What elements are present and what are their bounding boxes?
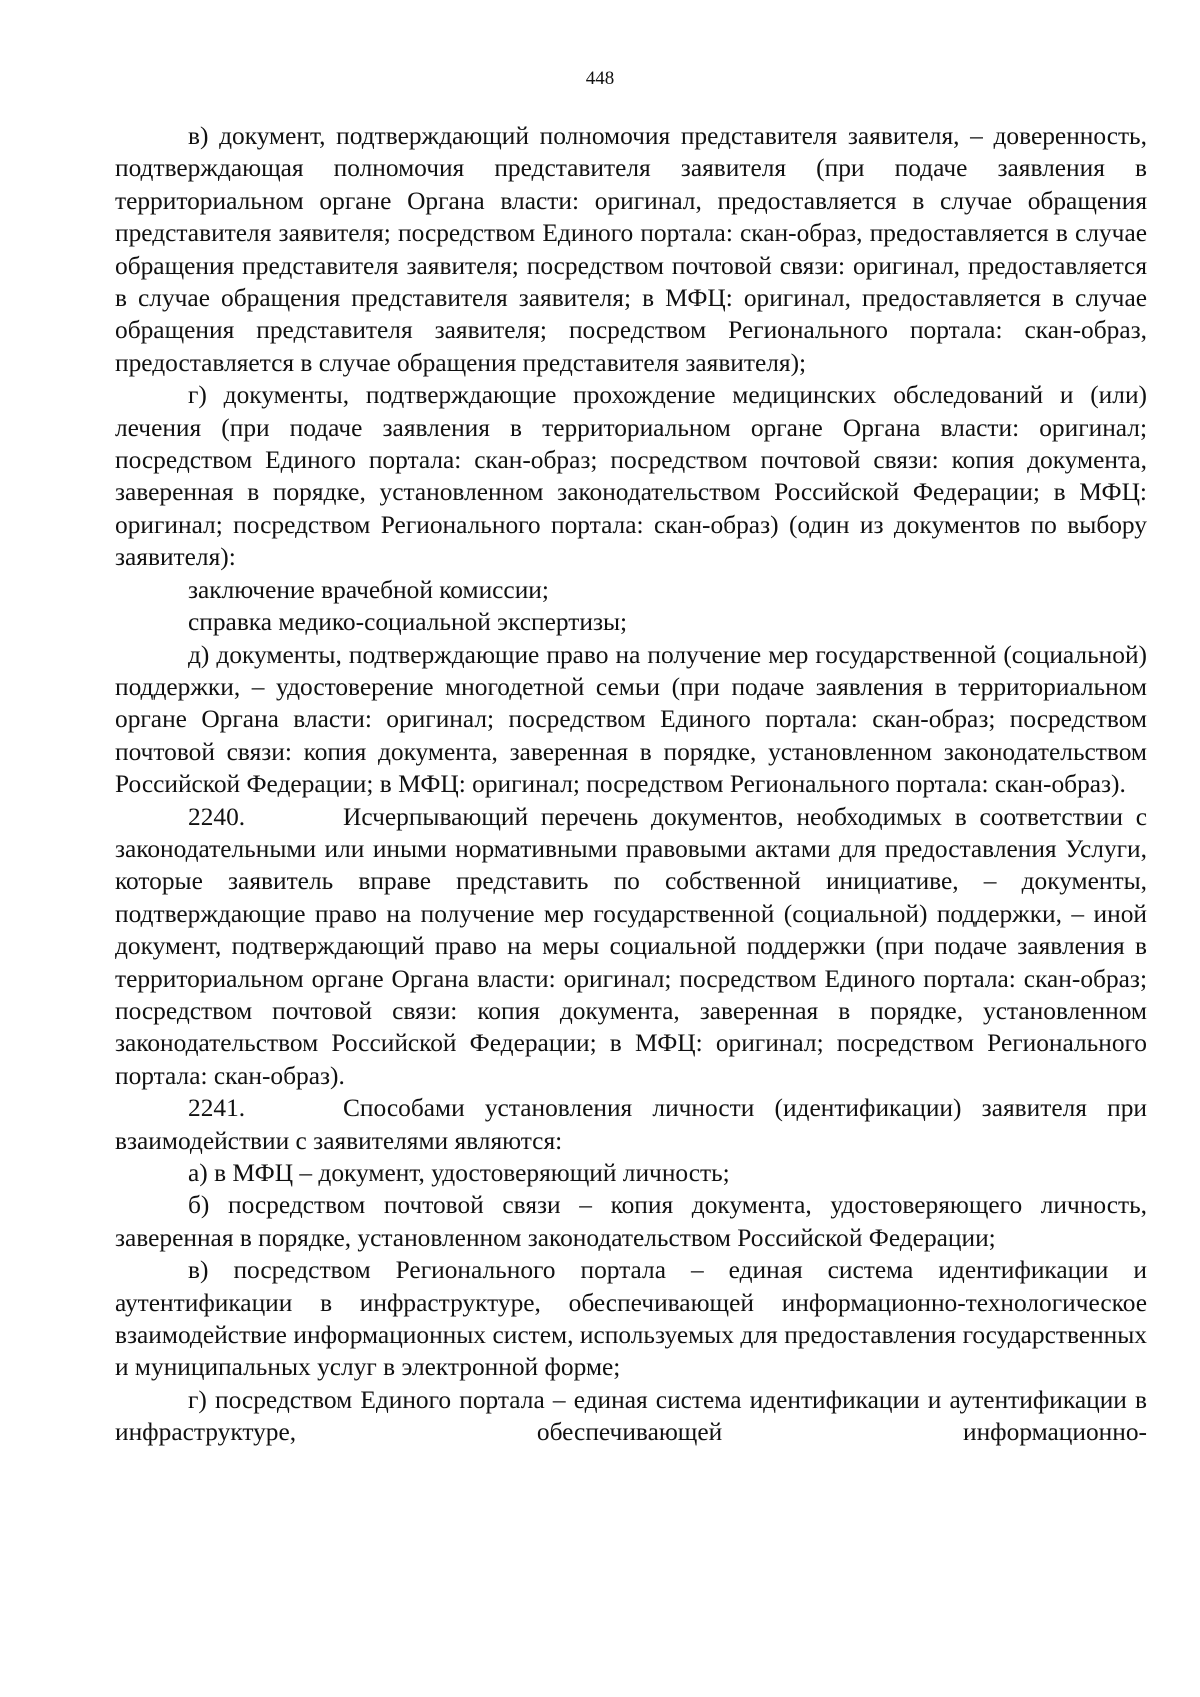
paragraph-g-medical-documents: г) документы, подтверждающие прохождение медицинских обследований и (или) лечения (при подаче заявления в территориальном органе Органа власти: оригинал; посредством Единого портала: скан-образ; посредством почтовой связи: копия документа, заверенная в порядке, установленном законодательством Российской Федерации; в МФЦ: оригинал; посредством Регионального портала: скан-образ) (один из документов по выбору заявителя): xyxy=(115,381,1147,572)
list-item-b-postal: б) посредством почтовой связи – копия документа, удостоверяющего личность, заверенная в порядке, установленном законодательством Российской Федерации; xyxy=(115,1191,1147,1252)
item-number-2241: 2241. xyxy=(188,1094,246,1123)
page-number: 448 xyxy=(585,68,615,89)
list-item-g-unified-portal: г) посредством Единого портала – единая система идентификации и аутентификации в инфраструктуре, обеспечивающей информационно- xyxy=(115,1385,1147,1447)
list-item-commission-conclusion: заключение врачебной комиссии; xyxy=(188,575,549,604)
list-item-mse-certificate: справка медико-социальной экспертизы; xyxy=(188,608,628,637)
paragraph-2240-text: Исчерпывающий перечень документов, необходимых в соответствии с законодательными или иными нормативными правовыми актами для предоставления Услуги, которые заявитель вправе представить по собственной инициативе, – документы, подтверждающие право на получение мер государственной (социальной) поддержки, – иной документ, подтверждающий право на меры социальной поддержки (при подаче заявления в территориальном органе Органа власти: оригинал; посредством Единого портала: скан-образ; посредством почтовой связи: копия документа, заверенная в порядке, установленном законодательством Российской Федерации; в МФЦ: оригинал; посредством Регионального портала: скан-образ). xyxy=(115,802,1147,1090)
paragraph-2241 xyxy=(115,1092,1147,1157)
paragraph-v-power-of-attorney: в) документ, подтверждающий полномочия представителя заявителя, – доверенность, подтверждающая полномочия представителя заявителя (при подаче заявления в территориальном органе Органа власти: оригинал, предоставляется в случае обращения представителя заявителя; посредством Единого портала: скан-образ, предоставляется в случае обращения представителя заявителя; посредством почтовой связи: оригинал, предоставляется в случае обращения представителя заявителя; в МФЦ: оригинал, предоставляется в случае обращения представителя заявителя; посредством Регионального портала: скан-образ, предоставляется в случае обращения представителя заявителя); xyxy=(115,122,1147,377)
list-item-v-regional-portal: в) посредством Регионального портала – единая система идентификации и аутентификации в инфраструктуре, обеспечивающей информационно-технологическое взаимодействие информационных систем, используемых для предоставления государственных и муниципальных услуг в электронной форме; xyxy=(115,1256,1147,1382)
list-item-a-mfc: а) в МФЦ – документ, удостоверяющий личность; xyxy=(188,1159,730,1187)
paragraph-2240 xyxy=(115,801,1147,1093)
paragraph-d-large-family-certificate: д) документы, подтверждающие право на получение мер государственной (социальной) поддержки, – удостоверение многодетной семьи (при подаче заявления в территориальном органе Органа власти: оригинал; посредством Единого портала: скан-образ; посредством почтовой связи: копия документа, заверенная в порядке, установленном законодательством Российской Федерации; в МФЦ: оригинал; посредством Регионального портала: скан-образ). xyxy=(115,640,1147,799)
paragraph-2241-text: Способами установления личности (идентификации) заявителя при взаимодействии с заявителями являются: xyxy=(115,1094,1147,1155)
item-number-2240: 2240. xyxy=(188,802,246,831)
document-body xyxy=(115,120,1147,1449)
